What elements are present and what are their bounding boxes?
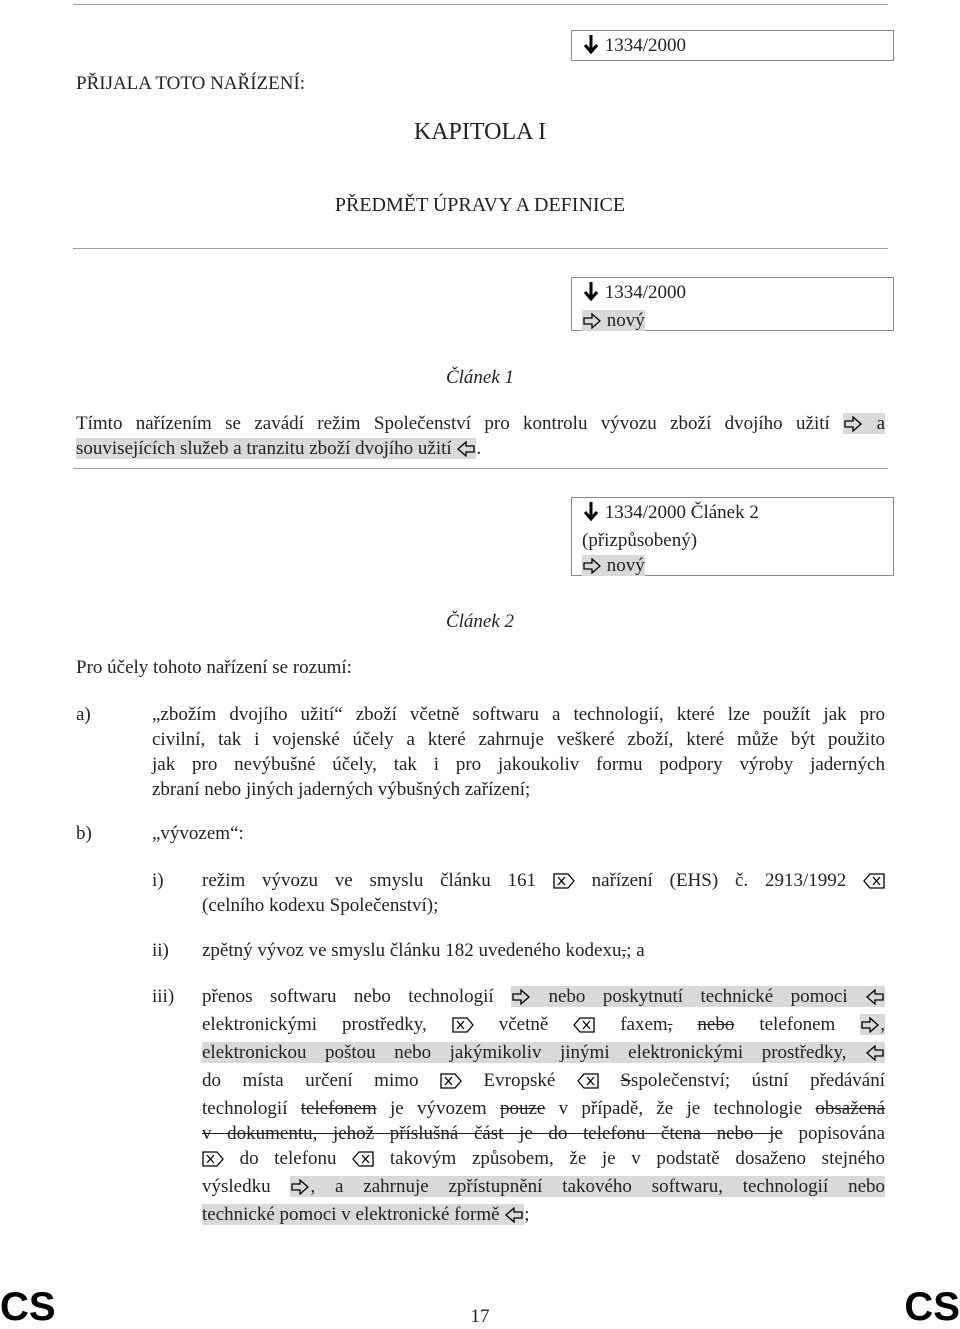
chapter-subtitle: PŘEDMĚT ÚPRAVY A DEFINICE <box>334 194 626 216</box>
item-i-line-1 <box>202 868 885 896</box>
footer-language-right: CS <box>904 1285 960 1329</box>
item-i-line-2 <box>202 893 438 918</box>
box-ref-text: 1334/2000 <box>604 35 687 56</box>
article-1-text: Tímto nařízením se zavádí režim Společenství pro kontrolu vývozu zboží dvojího užití <box>76 413 830 434</box>
delete-start-icon <box>202 1149 224 1174</box>
box-new-highlight <box>582 555 645 576</box>
article-1-inserted-a: a <box>876 413 886 434</box>
page-number: 17 <box>470 1306 490 1327</box>
insert-start-icon <box>860 1015 880 1040</box>
item-i-text: režim vývozu ve smyslu článku 161 <box>202 870 537 891</box>
item-iii-inserted-comma: , <box>880 1014 886 1035</box>
insert-start-icon <box>582 311 602 336</box>
insert-start-icon <box>582 556 602 581</box>
amendment-reference-box <box>571 30 894 61</box>
item-iii-struck-comma: , <box>667 1014 673 1035</box>
item-iii-inserted: nebo poskytnutí technické pomoci <box>548 986 848 1007</box>
item-iii-text: přenos softwaru nebo technologií <box>202 986 494 1007</box>
item-iii-deleted: včetně <box>498 1014 549 1035</box>
item-iii-semicolon: ; <box>524 1204 530 1225</box>
adopted-line: PŘIJALA TOTO NAŘÍZENÍ: <box>76 73 306 94</box>
item-iii-line-2 <box>202 1012 885 1040</box>
delete-end-icon <box>577 1071 599 1096</box>
chapter-title: KAPITOLA I <box>413 119 547 145</box>
item-iii-text: faxem <box>620 1014 668 1035</box>
item-iii-line-7 <box>202 1146 885 1174</box>
article-1-line-1 <box>76 411 885 439</box>
box-ref-line <box>582 500 883 528</box>
insert-end-icon <box>456 439 476 464</box>
item-iii-text: takovým způsobem, že je v podstatě dosaženo stejného <box>389 1148 885 1169</box>
item-iii-text: popisována <box>798 1123 886 1144</box>
item-i-paren-open: ( <box>202 895 209 916</box>
delete-start-icon <box>553 871 575 896</box>
inserted-text <box>202 1204 524 1225</box>
item-iii-struck-word: nebo <box>697 1014 735 1035</box>
item-iii-struck-word: pouze <box>499 1098 546 1119</box>
box-ref-line <box>582 280 883 308</box>
item-iii-label: iii) <box>152 986 175 1007</box>
article-2-title: Článek 2 <box>445 611 515 632</box>
box-new-line <box>582 553 883 581</box>
item-ii-deleted-comma: , <box>621 940 627 961</box>
section-rule-2 <box>73 468 888 469</box>
item-a-label: a) <box>76 704 91 725</box>
item-a-text <box>152 702 885 802</box>
item-iii-line-8 <box>202 1174 885 1202</box>
item-i-paren-close: ) <box>426 895 434 916</box>
insert-start-icon <box>511 987 531 1012</box>
item-iii-text <box>202 984 885 1230</box>
item-iii-text: výsledku <box>202 1176 271 1197</box>
item-iii-text: telefonem <box>759 1014 836 1035</box>
article-2-intro: Pro účely tohoto nařízení se rozumí: <box>76 657 352 678</box>
item-iii-text: je vývozem <box>390 1098 487 1119</box>
item-iii-text: společenství; ústní předávání <box>630 1070 886 1091</box>
item-iii-text: v případě, že je technologie <box>558 1098 803 1119</box>
inserted-text <box>860 1014 885 1035</box>
item-iii-line-1 <box>202 984 885 1012</box>
item-ii-inserted-semicolon: ; <box>626 940 632 961</box>
down-arrow-icon <box>582 501 600 528</box>
item-iii-line-6 <box>202 1121 885 1146</box>
item-iii-struck-letter: S <box>620 1070 631 1091</box>
insert-start-icon <box>290 1177 310 1202</box>
item-a-line: zbraní nebo jiných jaderných výbušných zařízení; <box>152 779 531 800</box>
item-iii-line-9 <box>202 1202 885 1230</box>
box-adapted-text: (přizpůsobený) <box>582 530 698 551</box>
item-i-semicolon: ; <box>433 895 439 916</box>
delete-end-icon <box>863 871 885 896</box>
item-iii-deleted: Evropské <box>483 1070 556 1091</box>
article-1-title: Článek 1 <box>445 367 515 388</box>
box-ref-text: 1334/2000 <box>604 282 687 303</box>
item-iii-text: elektronickými prostředky, <box>202 1014 427 1035</box>
box-new-text: nový <box>606 555 645 576</box>
box-ref-text: 1334/2000 Článek 2 <box>604 502 759 523</box>
item-iii-inserted: , a zahrnuje zpřístupnění takového softwaru, technologií nebo <box>310 1176 885 1197</box>
inserted-text <box>511 986 885 1007</box>
delete-end-icon <box>352 1149 374 1174</box>
delete-start-icon <box>440 1071 462 1096</box>
box-new-line <box>582 308 883 336</box>
item-b-label: b) <box>76 823 92 844</box>
inserted-text <box>290 1176 885 1197</box>
insert-start-icon <box>843 414 863 439</box>
item-iii-line-3 <box>202 1040 885 1068</box>
down-arrow-icon <box>582 281 600 308</box>
inserted-text <box>76 438 476 459</box>
item-i-label: i) <box>152 870 164 891</box>
item-iii-inserted: technické pomoci v elektronické formě <box>202 1204 500 1225</box>
insert-end-icon <box>865 1043 885 1068</box>
box-ref-line <box>582 33 883 61</box>
item-iii-line-5 <box>202 1096 885 1121</box>
item-ii-line <box>202 938 645 963</box>
item-iii-deleted: do telefonu <box>239 1148 337 1169</box>
inserted-text <box>202 1042 885 1063</box>
header-rule <box>73 4 888 5</box>
item-i-code: celního kodexu Společenství <box>208 895 427 916</box>
item-iii-text: do místa určení mimo <box>202 1070 419 1091</box>
item-a-line: jak pro nevýbušné účely, tak i pro jakoukoliv formu podpory výroby jaderných <box>152 754 885 775</box>
item-a-line: civilní, tak i vojenské účely a které zahrnuje veškeré zboží, které může být použito <box>152 729 885 750</box>
article-1-period: . <box>476 438 482 459</box>
box-new-highlight <box>582 310 645 331</box>
item-iii-struck-phrase: v dokumentu, jehož příslušná část je do telefonu čtena nebo je <box>202 1123 783 1144</box>
article-1-line-2 <box>76 436 481 464</box>
item-b-text: „vývozem“: <box>152 823 244 844</box>
amendment-reference-box <box>571 277 894 331</box>
item-i-deleted-text: nařízení (EHS) č. 2913/1992 <box>591 870 847 891</box>
item-iii-text: technologií <box>202 1098 288 1119</box>
item-ii-and: a <box>631 940 645 961</box>
section-rule-1 <box>73 248 888 249</box>
item-ii-text: zpětný vývoz ve smyslu článku 182 uvedeného kodexu <box>202 940 622 961</box>
insert-end-icon <box>865 987 885 1012</box>
item-ii-label: ii) <box>152 940 169 961</box>
delete-start-icon <box>452 1015 474 1040</box>
inserted-text <box>843 413 885 434</box>
item-iii-inserted: elektronickou poštou nebo jakýmikoliv jinými elektronickými prostředky, <box>202 1042 847 1063</box>
item-iii-line-4 <box>202 1068 885 1096</box>
item-iii-struck-word: telefonem <box>300 1098 377 1119</box>
box-new-text: nový <box>606 310 645 331</box>
down-arrow-icon <box>582 34 600 61</box>
article-1-inserted-text: souvisejících služeb a tranzitu zboží dvojího užití <box>76 438 452 459</box>
delete-end-icon <box>573 1015 595 1040</box>
item-iii-struck-word: obsažená <box>815 1098 886 1119</box>
footer-language-left: CS <box>0 1285 56 1329</box>
insert-end-icon <box>504 1205 524 1230</box>
amendment-reference-box <box>571 497 894 576</box>
item-a-line: „zbožím dvojího užití“ zboží včetně softwaru a technologií, které lze použít jak pro <box>152 704 885 725</box>
